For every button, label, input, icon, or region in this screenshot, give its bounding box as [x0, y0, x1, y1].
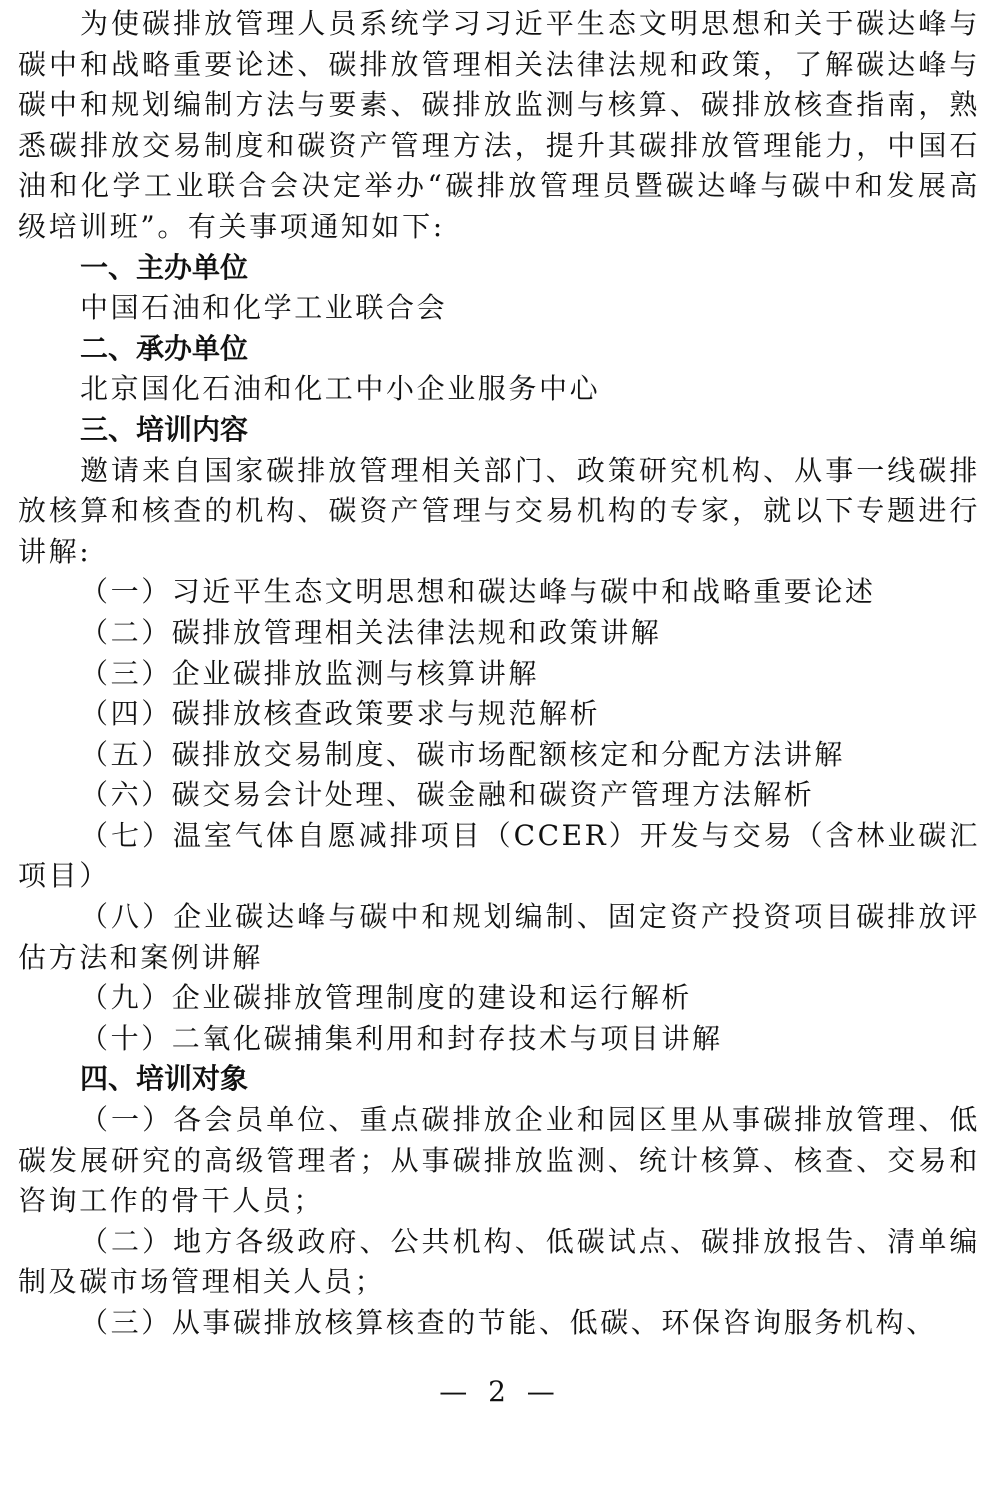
training-topic-item: （四）碳排放核查政策要求与规范解析 — [80, 697, 601, 731]
section-heading-training-targets: 四、培训对象 — [80, 1062, 249, 1096]
training-topic-item: （三）企业碳排放监测与核算讲解 — [80, 656, 540, 690]
training-topic-item: （九）企业碳排放管理制度的建设和运行解析 — [80, 981, 693, 1015]
undertaker-text: 北京国化石油和化工中小企业服务中心 — [80, 372, 601, 406]
section-heading-undertaker: 二、承办单位 — [80, 331, 249, 365]
training-topic-item: （七）温室气体自愿减排项目（CCER）开发与交易（含林业碳汇项目） — [18, 818, 980, 893]
training-target-item: （二）地方各级政府、公共机构、低碳试点、碳排放报告、清单编制及碳市场管理相关人员； — [18, 1224, 980, 1299]
training-topic-item: （五）碳排放交易制度、碳市场配额核定和分配方法讲解 — [80, 737, 846, 771]
training-target-item: （三）从事碳排放核算核查的节能、低碳、环保咨询服务机构、 — [80, 1306, 937, 1339]
training-topic-item: （十）二氧化碳捕集利用和封存技术与项目讲解 — [80, 1021, 723, 1055]
organizer-text: 中国石油和化学工业联合会 — [80, 291, 448, 325]
training-topic-item: （八）企业碳达峰与碳中和规划编制、固定资产投资项目碳排放评估方法和案例讲解 — [18, 900, 980, 974]
training-content-intro: 邀请来自国家碳排放管理相关部门、政策研究机构、从事一线碳排放核算和核查的机构、碳资产管理与交易机构的专家，就以下专题进行讲解: — [18, 453, 980, 568]
intro-paragraph: 为使碳排放管理人员系统学习习近平生态文明思想和关于碳达峰与碳中和战略重要论述、碳排放管理相关法律法规和政策，了解碳达峰与碳中和规划编制方法与要素、碳排放监测与核算、碳排放核查指南，熟悉碳排放交易制度和碳资产管理方法，提升其碳排放管理能力，中国石油和化学工业联合会决定举办“碳排放管理员暨碳达峰与碳中和发展高级培训班”。有关事项通知如下: — [18, 7, 980, 243]
training-topic-item: （六）碳交易会计处理、碳金融和碳资产管理方法解析 — [80, 778, 815, 812]
training-topic-item: （二）碳排放管理相关法律法规和政策讲解 — [80, 615, 662, 649]
section-heading-organizer: 一、主办单位 — [80, 250, 249, 284]
training-topic-item: （一）习近平生态文明思想和碳达峰与碳中和战略重要论述 — [80, 575, 876, 609]
section-heading-training-content: 三、培训内容 — [80, 412, 249, 446]
training-target-item: （一）各会员单位、重点碳排放企业和园区里从事碳排放管理、低碳发展研究的高级管理者；从事碳排放监测、统计核算、核查、交易和咨询工作的骨干人员； — [18, 1103, 980, 1218]
document-body — [18, 4, 980, 1344]
page-number: — 2 — — [439, 1375, 561, 1408]
